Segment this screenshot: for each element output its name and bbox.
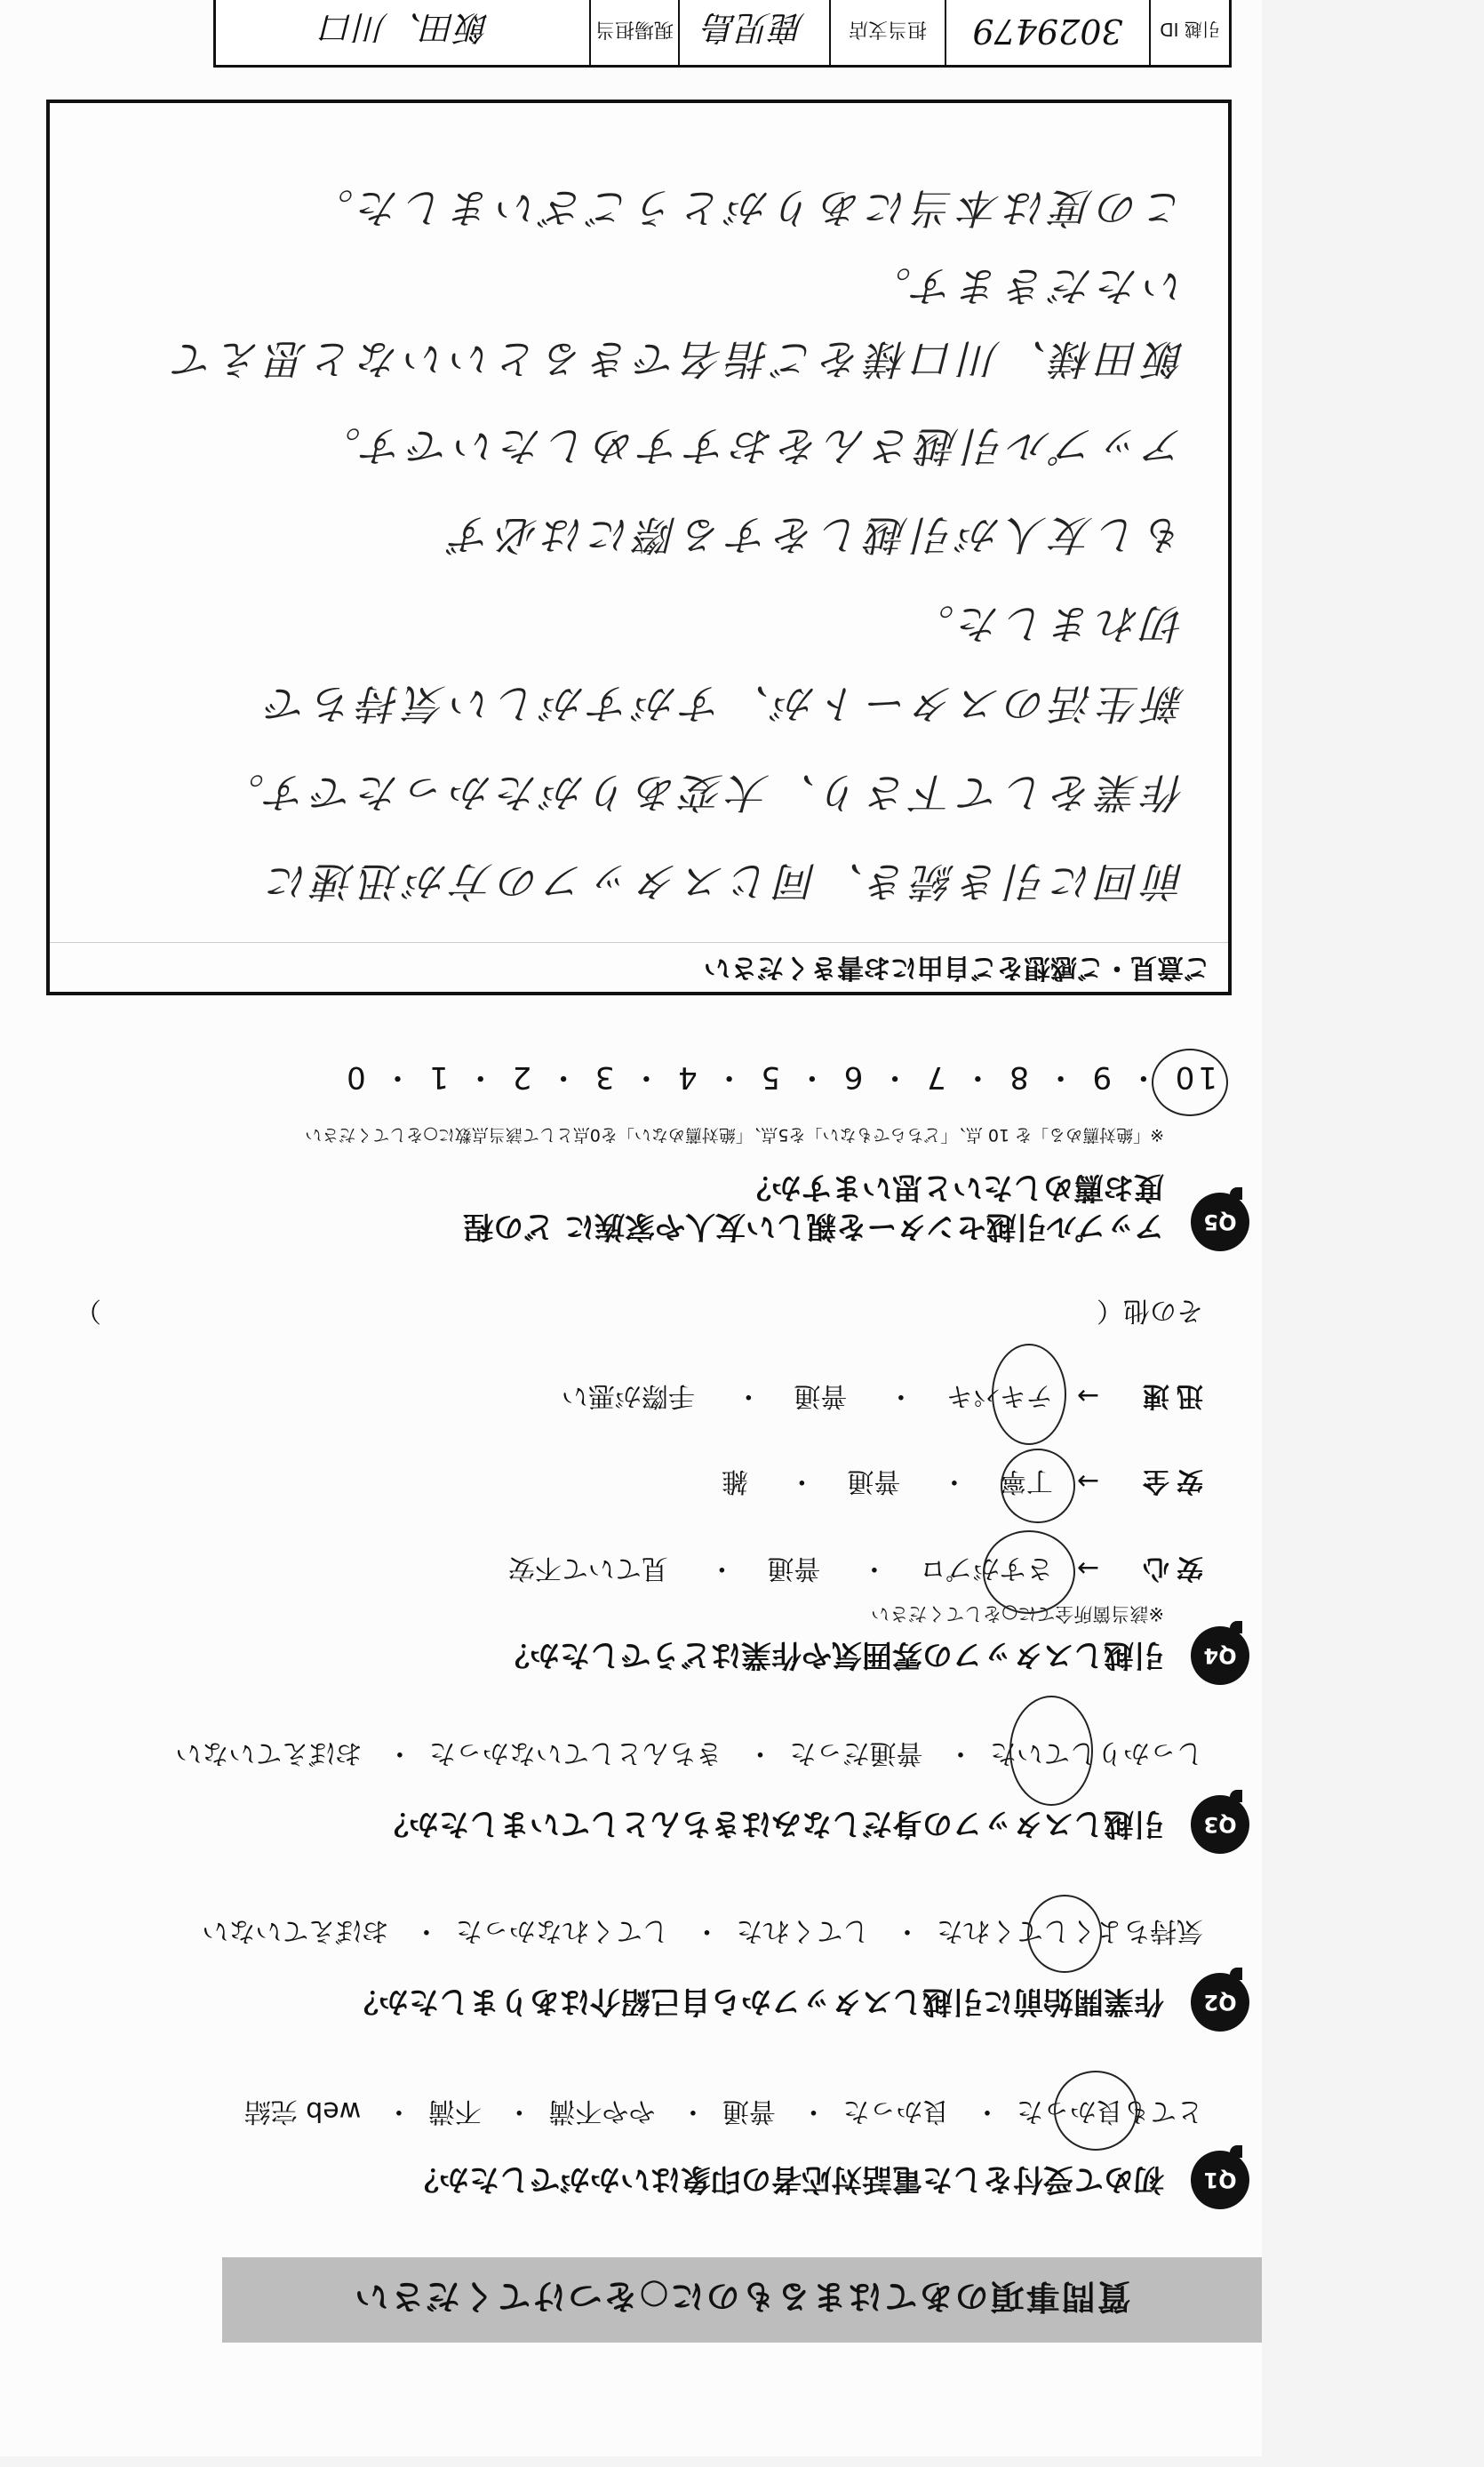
- comment-line: この度は本当にありがとうございました。: [307, 184, 1185, 232]
- q4-option[interactable]: 雑: [721, 1465, 748, 1497]
- q4-note: ※該当箇所全てに○をしてください: [871, 1603, 1164, 1625]
- q2-option[interactable]: おぼえていない: [202, 1915, 389, 1946]
- q4-row-label: 安全: [1136, 1465, 1203, 1497]
- score-option[interactable]: 2: [508, 1059, 532, 1095]
- q4-row-anshin: 安心 → さすがプロ・ 普通・ 見ていて不安: [508, 1552, 1203, 1591]
- staff-value: 飯田、川口: [321, 8, 491, 48]
- instruction-text: 質問事項のあてはまるものに○をつけてください: [353, 2277, 1131, 2317]
- q3-selection-circle: [1009, 1696, 1093, 1806]
- comment-line: もし友人が引越しをする際には必ず: [446, 511, 1185, 559]
- q5-badge: Q5: [1191, 1193, 1249, 1251]
- q1-selection-circle: [1054, 2071, 1137, 2151]
- score-option[interactable]: 10: [1171, 1059, 1217, 1095]
- q3-badge: Q3: [1191, 1795, 1249, 1854]
- comments-title: ご意見・ご感想をご自由にお書きください: [50, 942, 1228, 992]
- q1-option[interactable]: やや不満: [548, 2096, 656, 2127]
- comment-line: アップル引越さんをおすすめしたいです。: [315, 422, 1185, 470]
- comment-line: 飯田様、川口様をご指名できるといいなと思えて: [169, 335, 1185, 383]
- comment-line: 切れました。: [908, 600, 1185, 648]
- q4-other: [75, 1294, 1203, 1333]
- q4-other-close: ）: [75, 1295, 101, 1326]
- arrow-icon: →: [1076, 1553, 1100, 1584]
- comments-box[interactable]: [46, 100, 1232, 995]
- q1-option[interactable]: 良かった: [842, 2096, 950, 2127]
- q1-option[interactable]: とても良かった: [1017, 2096, 1203, 2127]
- q4-anshin-circle: [983, 1530, 1075, 1614]
- branch-label: 担当支店: [829, 0, 945, 65]
- comment-line: 前回に引き続き、同じスタッフの方が迅速に: [262, 858, 1185, 906]
- q3-text: 引越しスタッフの身だしなみはきちんとしていましたか？: [379, 1806, 1164, 1841]
- q2-options: 気持ちよくしてくれた・ してくれた・ してくれなかった・ おぼえていない: [202, 1915, 1203, 1946]
- staff-label: 現場担当: [589, 0, 678, 65]
- score-option[interactable]: 6: [840, 1059, 864, 1095]
- q4-row-jinsoku: 迅速 → テキパキ・ 普通・ 手際が悪い: [562, 1379, 1203, 1418]
- q4-row-label: 迅速: [1136, 1380, 1203, 1411]
- q2-option[interactable]: 気持ちよくしてくれた: [937, 1915, 1203, 1946]
- arrow-icon: →: [1076, 1465, 1100, 1497]
- score-option[interactable]: 0: [343, 1059, 366, 1095]
- q4-option[interactable]: 普通: [847, 1465, 901, 1497]
- q4-row-anzen: 安全 → 丁寧・ 普通・ 雑: [722, 1465, 1203, 1504]
- score-option[interactable]: 1: [426, 1059, 449, 1095]
- id-value: 3029479: [945, 0, 1149, 65]
- q2-badge: Q2: [1191, 1973, 1249, 2032]
- q3-option[interactable]: きちんとしていなかった: [428, 1737, 722, 1768]
- q4-option[interactable]: 見ていて不安: [507, 1553, 668, 1584]
- q4-jinsoku-circle: [992, 1344, 1066, 1445]
- score-option[interactable]: 9: [1089, 1059, 1113, 1095]
- q5-selection-circle: [1152, 1049, 1228, 1116]
- q3-option[interactable]: しっかりしていた: [990, 1737, 1203, 1768]
- q5-text: アップル引越センターを親しい友人や家族に どの程度お薦めしたいと思いますか？: [463, 1170, 1164, 1244]
- q4-option[interactable]: 丁寧: [999, 1465, 1053, 1497]
- q4-row-label: 安心: [1136, 1553, 1203, 1584]
- q1-badge: Q1: [1191, 2151, 1249, 2209]
- score-option[interactable]: 7: [922, 1059, 946, 1095]
- q4-option[interactable]: さすがプロ: [919, 1553, 1053, 1584]
- q4-text: 引越しスタッフの雰囲気や作業はどうでしたか？: [499, 1637, 1164, 1673]
- arrow-icon: →: [1076, 1380, 1100, 1411]
- q1-options: とても良かった・ 良かった・ 普通・ やや不満・ 不満・ web 完結: [243, 2096, 1203, 2127]
- q2-option[interactable]: してくれなかった: [455, 1915, 669, 1946]
- q2-selection-circle: [1027, 1895, 1102, 1973]
- score-option[interactable]: 5: [757, 1059, 781, 1095]
- q5-scale: 10 ・ 9 ・ 8 ・ 7 ・ 6 ・ 5 ・ 4 ・ 3 ・ 2 ・ 1 ・ 0: [343, 1059, 1217, 1095]
- score-option[interactable]: 8: [1006, 1059, 1029, 1095]
- comment-line: 作業をして下さり、大変ありがたかったです。: [218, 769, 1185, 817]
- q4-anzen-circle: [1001, 1449, 1075, 1523]
- branch-value: 鹿児島: [678, 0, 829, 65]
- q4-badge: Q4: [1191, 1626, 1249, 1685]
- q4-option[interactable]: 普通: [767, 1553, 821, 1584]
- comment-line: 新生活のスタートが、すがすがしい気持ちで: [261, 680, 1185, 728]
- id-label: 引越 ID: [1149, 0, 1229, 65]
- q4-option[interactable]: 手際が悪い: [561, 1380, 695, 1411]
- q4-other-label: その他（: [1097, 1295, 1203, 1326]
- q4-option[interactable]: 普通: [794, 1380, 848, 1411]
- q2-option[interactable]: してくれた: [736, 1915, 870, 1946]
- q1-text: 初めて受付をした電話対応者の印象はいかがでしたか？: [409, 2161, 1164, 2197]
- q5-note: ※「絶対薦める」を 10 点、「どちらでもない」を5点、「絶対薦めない」を0点として該当点数に○をしてください: [305, 1125, 1164, 1145]
- q1-option[interactable]: 普通: [722, 2096, 776, 2127]
- q3-options: しっかりしていた・ 普通だった・ きちんとしていなかった・ おぼえていない: [175, 1737, 1203, 1768]
- q3-option[interactable]: 普通だった: [789, 1737, 923, 1768]
- score-option[interactable]: 3: [591, 1059, 615, 1095]
- score-option[interactable]: 4: [674, 1059, 698, 1095]
- q1-option[interactable]: web 完結: [243, 2096, 362, 2127]
- q3-option[interactable]: おぼえていない: [175, 1737, 363, 1768]
- instruction-banner: [222, 2257, 1262, 2343]
- q1-option[interactable]: 不満: [427, 2096, 482, 2127]
- id-table: [213, 0, 1232, 68]
- comment-line: いただきます。: [865, 262, 1185, 310]
- q2-text: 作業開始前に引越しスタッフから自己紹介はありましたか？: [348, 1984, 1164, 2019]
- q4-option[interactable]: テキパキ: [945, 1380, 1053, 1411]
